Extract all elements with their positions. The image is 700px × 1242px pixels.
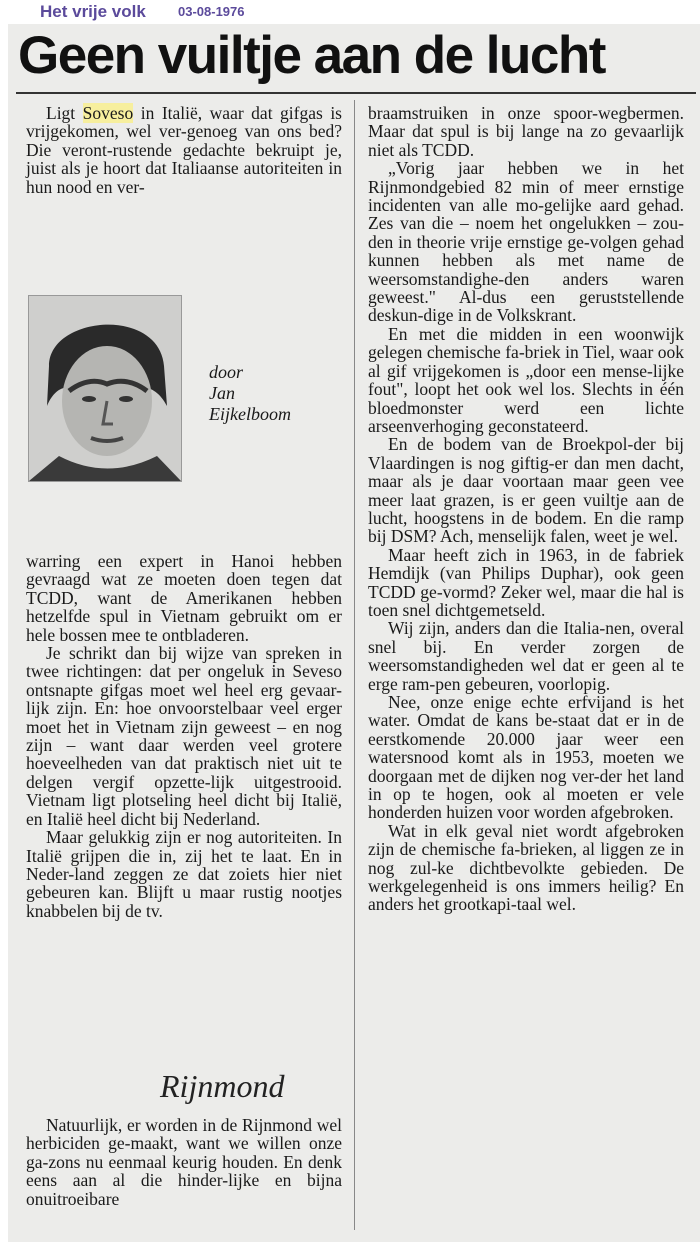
section-subheading: Rijnmond [160, 1068, 285, 1104]
body-paragraph: En de bodem van de Broekpol-der bij Vlaardingen is nog giftig-er dan men dacht, maar als je daar voortaan maar geen vee meer laat grazen, is er geen vuiltje aan de lucht, hoogstens in de bodem. En die ramp bij DSM? Ach, menselijk falen, weet je wel. [368, 434, 684, 547]
intro-paragraph: Ligt Soveso in Italië, waar dat gifgas is vrijgekomen, wel ver-genoeg van ons bed? Die veront-rustende gedachte bekruipt je, juist als je hoort dat Italiaanse autoriteiten in hun nood en ver- [26, 103, 342, 197]
column-2-body [368, 104, 684, 914]
body-paragraph: braamstruiken in onze spoor-wegbermen. Maar dat spul is bij lange na zo gevaarlijk niet als TCDD. [368, 103, 684, 160]
body-paragraph: warring een expert in Hanoi hebben gevraagd wat ze moeten doen tegen dat TCDD, want de Amerikanen hebben hetzelfde spul in Vietnam gebruikt om er hele bossen mee te ontbladeren. [26, 551, 342, 645]
body-paragraph: „Vorig jaar hebben we in het Rijnmondgebied 82 min of meer ernstige incidenten van alle mo-gelijke aard gehad. Zes van die – noem het ongelukken – zou-den in theorie vrije ernstige ge-volgen gehad kunnen hebben als met name de weersomstandighe-den anders waren geweest." Al-dus een geruststellende deskun-dige in de Volkskrant. [368, 158, 684, 326]
column-1-intro [26, 104, 342, 196]
author-photo [28, 295, 182, 482]
column-1-after-subhead [26, 1116, 342, 1208]
author-last-name: Eijkelboom [209, 404, 291, 424]
body-paragraph: Natuurlijk, er worden in de Rijnmond wel herbiciden ge-maakt, want we willen onze ga-zons nu eenmaal keurig houden. En denk eens aan al die hinder-lijke en bijna onuitroeibare [26, 1115, 342, 1209]
body-paragraph: Maar heeft zich in 1963, in de fabriek Hemdijk (van Philips Duphar), ook geen TCDD ge-vormd? Zeker wel, maar die hal is toen snel dichtgemetseld. [368, 544, 684, 620]
article-headline: Geen vuiltje aan de lucht [18, 26, 605, 85]
body-paragraph: Nee, onze enige echte erfvijand is het water. Omdat de kans be-staat dat er in de eerstkomende 20.000 jaar weer een watersnood komt als in 1953, moeten we doorgaan met de dijken nog ver-der het land in op te hogen, ook al moeten er vele honderden huizen voor worden afgebroken. [368, 692, 684, 823]
publication-date: 03-08-1976 [178, 4, 245, 19]
highlighted-term: Soveso [82, 103, 134, 123]
headline-rule [16, 92, 696, 94]
clipping-header [0, 0, 700, 24]
body-paragraph: Maar gelukkig zijn er nog autoriteiten. In Italië grijpen die in, zij het te laat. En in Neder-land zeggen ze dat zoiets hier niet gebeuren kan. Blijft u maar rustig nootjes knabbelen bij de tv. [26, 827, 342, 921]
body-paragraph: Wat in elk geval niet wordt afgebroken zijn de chemische fa-brieken, al liggen ze in nog zul-ke dichtbevolkte gebieden. De werkgelegenheid is ons immers heilig? En anders het grootkapi-taal wel. [368, 820, 684, 915]
body-paragraph: En met die midden in een woonwijk gelegen chemische fa-briek in Tiel, waar ook al gif vrijgekomen is „door een mense-lijke fout", loopt het ook wel los. Slechts in één bloedmonster werd een lichte arseenverhoging geconstateerd. [368, 323, 684, 436]
author-first-name: Jan [209, 383, 235, 403]
column-divider [354, 100, 355, 1230]
body-paragraph: Wij zijn, anders dan die Italia-nen, overal snel bij. En verder zorgen de weersomstandigheden wel dat er geen al te erge ram-pen gebeuren, voorlopig. [368, 618, 684, 694]
byline [209, 362, 291, 425]
byline-prefix: door [209, 362, 244, 382]
publication-name: Het vrije volk [40, 2, 146, 21]
column-1-body [26, 552, 342, 920]
body-paragraph: Je schrikt dan bij wijze van spreken in twee richtingen: dat per ongeluk in Seveso ontsnapte gifgas moet wel heel erg gevaar-lijk zijn. En: hoe onvoorstelbaar veel erger moet het in Vietnam zijn geweest – en nog zijn – want daar werden veel grotere hoeveelheden van dat praktisch niet uit te delgen vergif opzette-lijk uitgestrooid. Vietnam ligt plotseling heel dicht bij Italië, en Italië heel dicht bij Nederland. [26, 643, 342, 829]
portrait-image [29, 296, 181, 481]
